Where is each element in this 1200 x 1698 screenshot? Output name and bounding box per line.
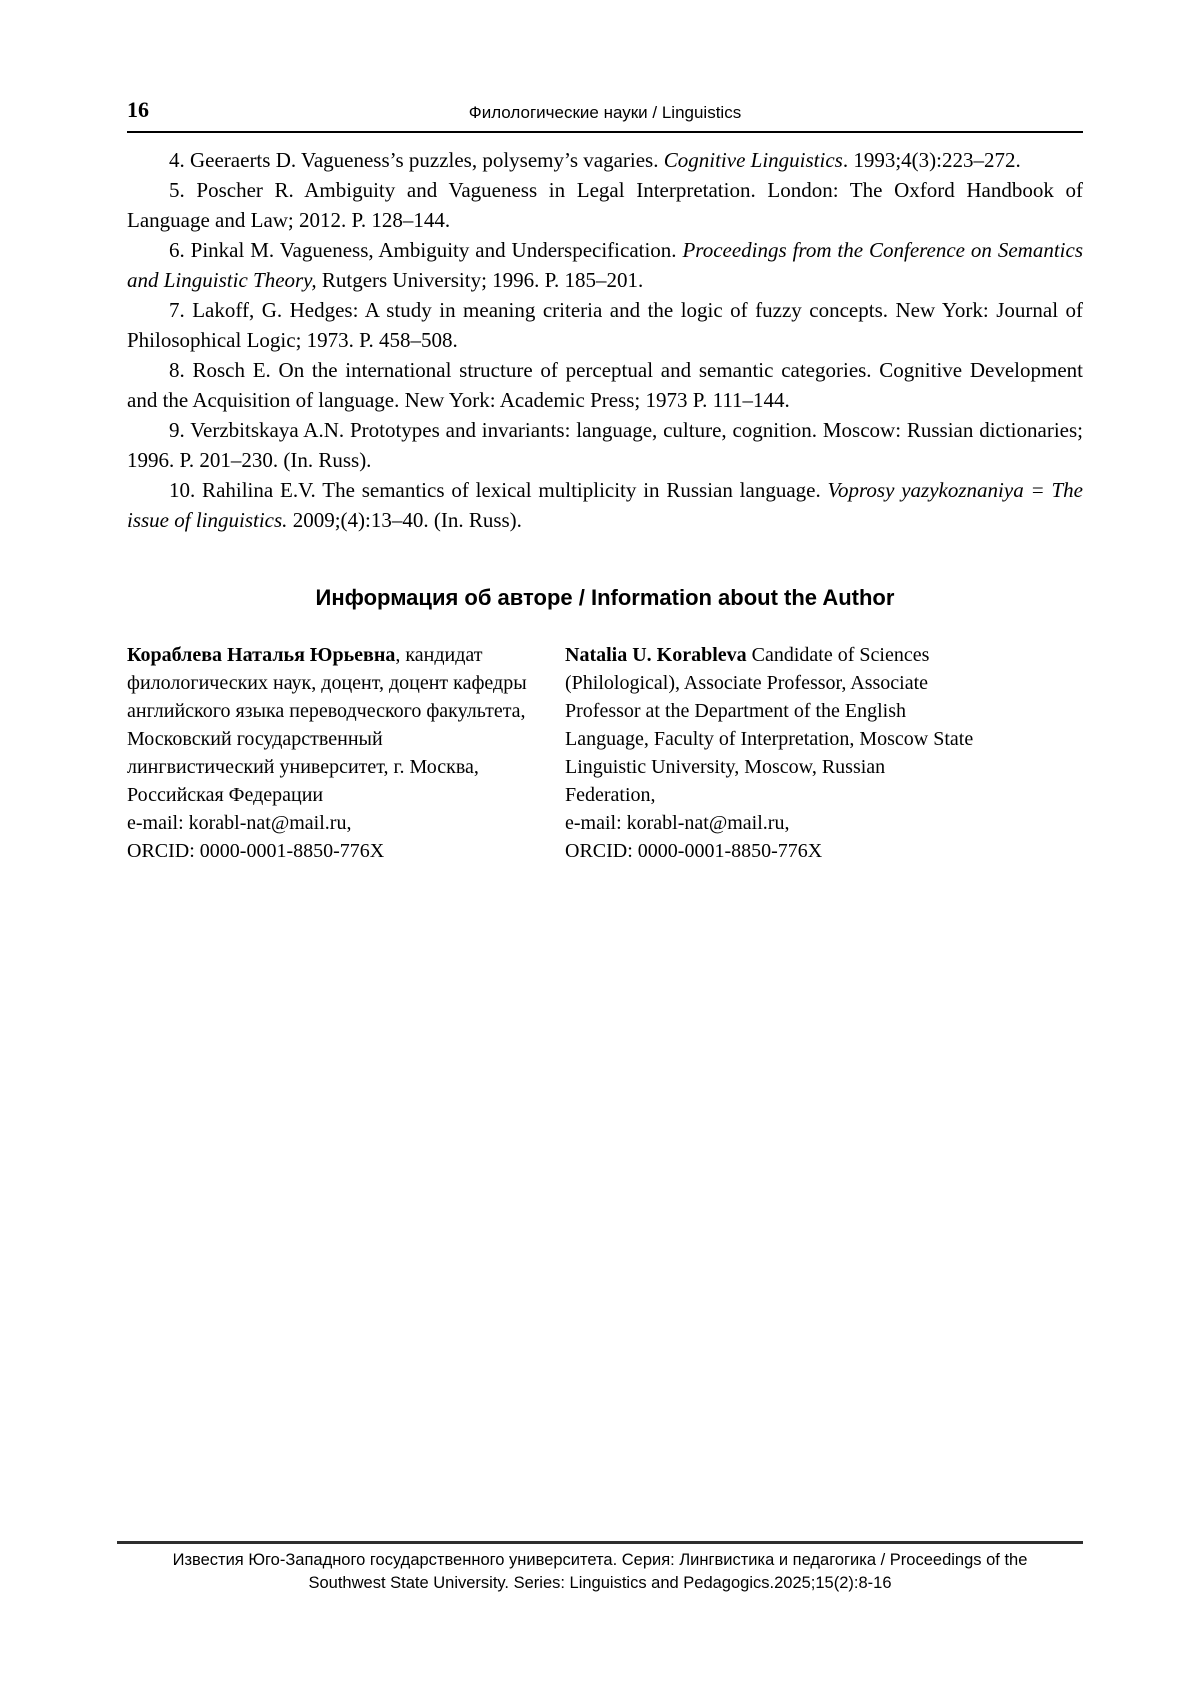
text: (Philological), Associate Professor, Associate <box>565 672 929 694</box>
author-info-line <box>565 641 1083 669</box>
text: Linguistic University, Moscow, Russian <box>565 756 886 778</box>
italic-text: Proceedings from the Conference on Semantics and Linguistic Theory, <box>127 238 1083 292</box>
footer-line-2: Southwest State University. Series: Linguistics and Pedagogics.2025;15(2):8-16 <box>308 1574 892 1592</box>
text: Federation, <box>565 784 656 806</box>
text: Российская Федерации <box>127 784 324 806</box>
author-info-line <box>127 697 565 725</box>
text: английского языка переводческого факультета, <box>127 700 526 722</box>
text: ORCID: 0000-0001-8850-776X <box>127 840 385 862</box>
author-column-english <box>565 641 1083 865</box>
author-info-line <box>565 753 1083 781</box>
text: ORCID: 0000-0001-8850-776X <box>565 840 823 862</box>
page-number: 16 <box>127 97 149 122</box>
text: Московский государственный <box>127 728 383 750</box>
page-header <box>127 96 1083 133</box>
reference-entry <box>127 415 1083 475</box>
reference-entry <box>127 475 1083 535</box>
author-column-russian <box>127 641 565 865</box>
text: . 1993;4(3):223–272. <box>842 148 1021 172</box>
text: лингвистический университет, г. Москва, <box>127 756 479 778</box>
author-info-line <box>127 725 565 753</box>
author-info-line <box>565 697 1083 725</box>
text: филологических наук, доцент, доцент кафедры <box>127 672 527 694</box>
reference-entry <box>127 235 1083 295</box>
text: 8. Rosch E. On the international structure of perceptual and semantic categories. Cognitive Development and the Acquisition of language. New York: Academic Press; 1973 P. 111–144. <box>127 358 1083 412</box>
author-info-line <box>565 837 1083 865</box>
text: Professor at the Department of the English <box>565 700 907 722</box>
reference-entry <box>127 295 1083 355</box>
author-info-line <box>127 837 565 865</box>
bold-text: Кораблева Наталья Юрьевна <box>127 644 396 666</box>
reference-entry <box>127 175 1083 235</box>
text: 2009;(4):13–40. (In. Russ). <box>287 508 522 532</box>
page-footer <box>117 1541 1083 1595</box>
italic-text: Cognitive Linguistics <box>663 148 843 172</box>
text: e-mail: korabl-nat@mail.ru, <box>565 812 790 834</box>
author-info-line <box>565 781 1083 809</box>
author-info-heading: Информация об авторе / Information about the Author <box>315 585 895 610</box>
author-info-line <box>565 725 1083 753</box>
text: 9. Verzbitskaya A.N. Prototypes and invariants: language, culture, cognition. Moscow: Russian dictionaries; 1996. P. 201–230. (In. Russ). <box>127 418 1083 472</box>
author-info-line <box>127 641 565 669</box>
references-list <box>127 145 1083 535</box>
text: e-mail: korabl-nat@mail.ru, <box>127 812 352 834</box>
text: Candidate of Sciences <box>746 644 930 666</box>
author-info-line <box>127 781 565 809</box>
italic-text: Voprosy yazykoznaniya = The issue of linguistics. <box>127 478 1083 532</box>
footer-line-1: Известия Юго-Западного государственного университета. Серия: Лингвистика и педагогика / Proceedings of the <box>172 1551 1028 1569</box>
text: 6. Pinkal M. Vagueness, Ambiguity and Underspecification. <box>169 238 683 262</box>
text: 5. Poscher R. Ambiguity and Vagueness in Legal Interpretation. London: The Oxford Handbook of Language and Law; 2012. P. 128–144. <box>127 178 1083 232</box>
author-info-line <box>565 809 1083 837</box>
text: 7. Lakoff, G. Hedges: A study in meaning criteria and the logic of fuzzy concepts. New York: Journal of Philosophical Logic; 1973. P. 458–508. <box>127 298 1083 352</box>
author-info-line <box>565 669 1083 697</box>
reference-entry <box>127 145 1083 175</box>
running-title: Филологические науки / Linguistics <box>468 103 742 122</box>
text: , кандидат <box>395 644 483 666</box>
author-info-columns <box>127 641 1083 865</box>
author-info-line <box>127 809 565 837</box>
text: 10. Rahilina E.V. The semantics of lexical multiplicity in Russian language. <box>169 478 828 502</box>
text: 4. Geeraerts D. Vagueness’s puzzles, polysemy’s vagaries. <box>169 148 664 172</box>
bold-text: Natalia U. Korableva <box>565 644 747 666</box>
author-info-line <box>127 753 565 781</box>
reference-entry <box>127 355 1083 415</box>
text: Rutgers University; 1996. P. 185–201. <box>316 268 644 292</box>
text: Language, Faculty of Interpretation, Moscow State <box>565 728 974 750</box>
author-info-line <box>127 669 565 697</box>
